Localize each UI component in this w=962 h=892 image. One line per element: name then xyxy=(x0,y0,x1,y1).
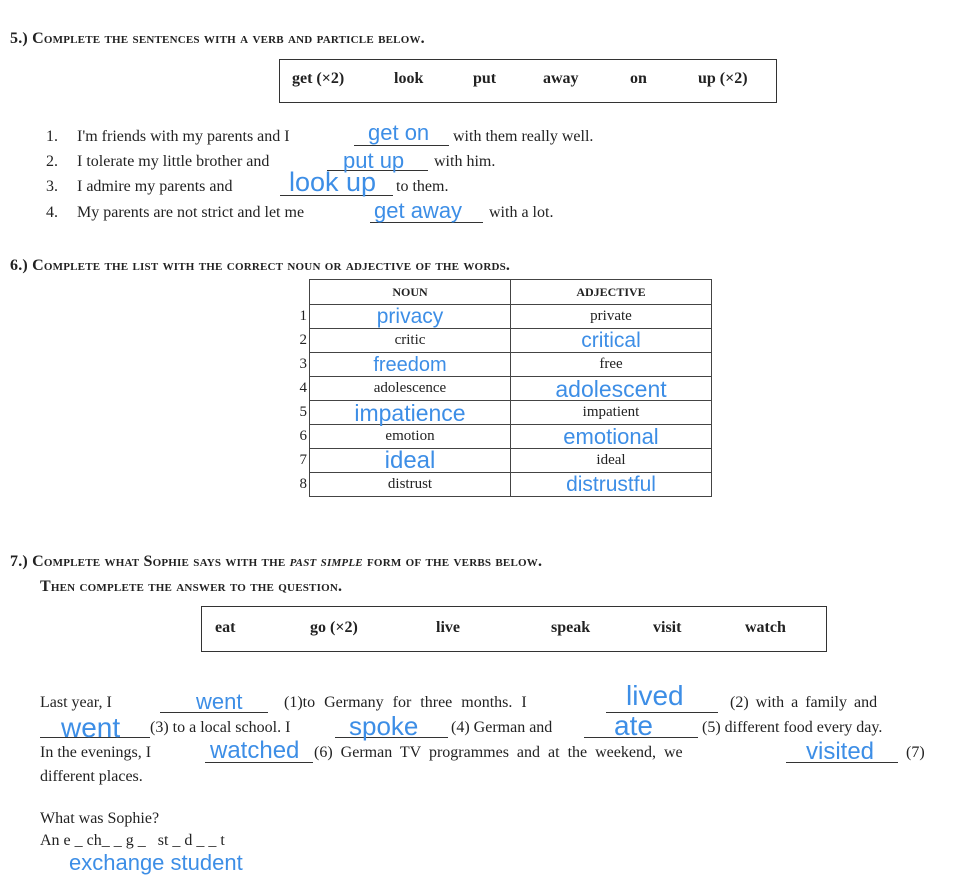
sentence-number: 4. xyxy=(46,204,58,221)
handwritten-answer: visited xyxy=(806,738,875,765)
row-number: 2 xyxy=(293,329,310,353)
ex5-heading-text: 5.) Complete the sentences with a verb and particle below. xyxy=(10,30,425,47)
table-row xyxy=(293,329,712,353)
adjective-cell: distrustful xyxy=(511,473,712,497)
word-box-item: speak xyxy=(551,619,591,636)
ex5-sentence-1 xyxy=(46,128,58,146)
row-number: 3 xyxy=(293,353,310,377)
paragraph-text: (7) xyxy=(906,744,925,761)
ex7-heading-line1 xyxy=(10,553,542,571)
ex5-word-box xyxy=(279,59,777,103)
paragraph-text: (2) with a family and xyxy=(730,694,878,711)
word-box-item: look xyxy=(394,70,424,87)
handwritten-answer: put up xyxy=(343,148,405,173)
word-box-item: get (×2) xyxy=(292,70,345,87)
ex7-word-box xyxy=(201,606,827,652)
table-row xyxy=(293,353,712,377)
noun-adjective-table xyxy=(293,279,712,497)
adjective-cell: ideal xyxy=(511,449,712,473)
sentence-number: 2. xyxy=(46,153,58,170)
sentence-text-post: with a lot. xyxy=(489,204,554,221)
handwritten-answer: went xyxy=(196,689,243,714)
paragraph-text: (3) to a local school. I xyxy=(150,719,291,736)
noun-cell: critic xyxy=(310,329,511,353)
ex6-heading xyxy=(10,257,510,275)
noun-cell: distrust xyxy=(310,473,511,497)
paragraph-text: different places. xyxy=(40,768,143,785)
noun-cell: ideal xyxy=(310,449,511,473)
word-box-item: away xyxy=(543,70,579,87)
handwritten-answer: went xyxy=(61,712,121,743)
row-number: 7 xyxy=(293,449,310,473)
answer-clue: An e _ ch_ _ g _ st _ d _ _ t xyxy=(40,832,225,849)
sentence-number: 3. xyxy=(46,178,58,195)
word-box-item: go (×2) xyxy=(310,619,358,636)
word-box-item: live xyxy=(436,619,460,636)
handwritten-answer: ate xyxy=(614,710,653,741)
ex7-heading-text-c: form of the verbs below. xyxy=(362,553,543,570)
sentence-text-post: with him. xyxy=(434,153,496,170)
noun-cell: adolescence xyxy=(310,377,511,401)
handwritten-answer: get on xyxy=(368,120,430,145)
row-number: 6 xyxy=(293,425,310,449)
adjective-cell: emotional xyxy=(511,425,712,449)
table-row xyxy=(293,473,712,497)
adjective-cell: free xyxy=(511,353,712,377)
paragraph-text: (5) different food every day. xyxy=(702,719,883,736)
word-box-item: on xyxy=(630,70,647,87)
paragraph-text: Last year, I xyxy=(40,694,112,711)
handwritten-final-answer: exchange student xyxy=(69,850,243,875)
sentence-text-pre: My parents are not strict and let me xyxy=(77,204,305,221)
ex7-heading-italic: past simple xyxy=(289,553,363,570)
sentence-text-pre: I admire my parents and xyxy=(77,178,233,195)
adjective-cell: adolescent xyxy=(511,377,712,401)
table-row xyxy=(293,449,712,473)
adjective-cell: private xyxy=(511,305,712,329)
ex6-heading-text: 6.) Complete the list with the correct noun or adjective of the words. xyxy=(10,257,511,274)
table-row xyxy=(293,305,712,329)
handwritten-answer: lived xyxy=(626,680,684,711)
paragraph-text: In the evenings, I xyxy=(40,744,152,761)
row-number: 5 xyxy=(293,401,310,425)
noun-cell: emotion xyxy=(310,425,511,449)
noun-cell: freedom xyxy=(310,353,511,377)
noun-cell: impatience xyxy=(310,401,511,425)
table-row xyxy=(293,401,712,425)
paragraph-text: (6) German TV programmes and at the weekend, we xyxy=(314,744,683,761)
word-box-item: eat xyxy=(215,619,236,636)
table-row xyxy=(293,425,712,449)
adjective-cell: critical xyxy=(511,329,712,353)
column-header-noun: NOUN xyxy=(310,280,511,305)
paragraph-text: (4) German and xyxy=(451,719,553,736)
adjective-cell: impatient xyxy=(511,401,712,425)
row-number: 1 xyxy=(293,305,310,329)
handwritten-answer: spoke xyxy=(349,711,419,741)
ex7-heading-text-a: 7.) Complete what Sophie says with the xyxy=(10,553,290,570)
ex5-heading xyxy=(10,30,425,48)
handwritten-answer: get away xyxy=(374,198,463,223)
word-box-item: watch xyxy=(745,619,786,636)
table-row xyxy=(293,377,712,401)
row-number: 4 xyxy=(293,377,310,401)
word-box-item: put xyxy=(473,70,497,87)
sentence-text-pre: I'm friends with my parents and I xyxy=(77,128,290,145)
row-number: 8 xyxy=(293,473,310,497)
sentence-number: 1. xyxy=(46,128,58,145)
ex7-heading-line2: Then complete the answer to the question. xyxy=(40,578,343,595)
table-corner xyxy=(293,280,310,305)
handwritten-answer: look up xyxy=(289,167,377,197)
column-header-adjective: ADJECTIVE xyxy=(511,280,712,305)
handwritten-answer: watched xyxy=(210,737,300,764)
noun-cell: privacy xyxy=(310,305,511,329)
question-text: What was Sophie? xyxy=(40,810,160,827)
word-box-item: visit xyxy=(653,619,682,636)
word-box-item: up (×2) xyxy=(698,70,748,87)
sentence-text-pre: I tolerate my little brother and xyxy=(77,153,270,170)
paragraph-text: (1)to Germany for three months. I xyxy=(284,694,527,711)
sentence-text-post: to them. xyxy=(396,178,449,195)
sentence-text-post: with them really well. xyxy=(453,128,594,145)
